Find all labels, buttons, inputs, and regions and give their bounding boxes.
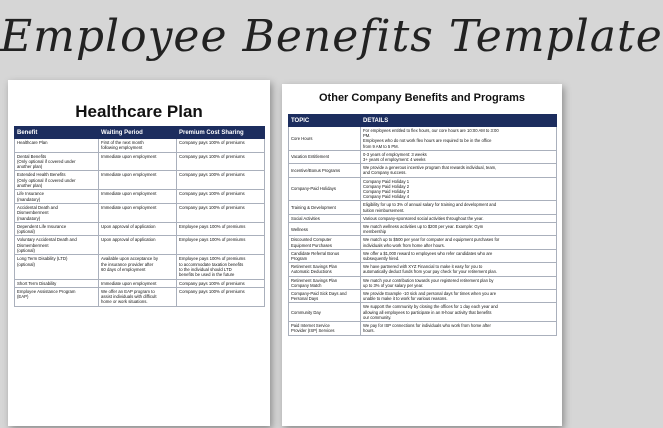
premium-cost-sharing-cell: Employee pays 100% of premiums to accommodate taxation benefits to the individual should LTD benefits be used in the future (177, 255, 265, 279)
table-row (15, 152, 265, 171)
waiting-period-cell: Upon approval of application (99, 236, 177, 255)
healthcare-plan-page (8, 80, 270, 426)
table-row (15, 171, 265, 190)
details-cell: We have partnered with XYZ Financial to make it easy for you to automatically deduct funds from your pay check for your retirement plan. (361, 263, 557, 276)
column-header-waiting-period: Waiting Period (99, 127, 177, 139)
column-header-benefit: Benefit (15, 127, 99, 139)
premium-cost-sharing-cell: Company pays 100% of premiums (177, 203, 265, 222)
column-header-premium-cost-sharing: Premium Cost Sharing (177, 127, 265, 139)
premium-cost-sharing-cell: Company pays 100% of premiums (177, 279, 265, 287)
premium-cost-sharing-cell: Employee pays 100% of premiums (177, 222, 265, 236)
benefit-cell: Employee Assistance Program (EAP) (15, 287, 99, 306)
benefit-cell: Extended Health Benefits (Only optional if covered under another plan) (15, 171, 99, 190)
table-row (289, 150, 557, 163)
table-row (15, 279, 265, 287)
table-row (15, 287, 265, 306)
details-cell: We match wellness activities up to $200 per year. Example: Gym membership (361, 223, 557, 236)
benefit-cell: Short Term Disability (15, 279, 99, 287)
details-cell: Various company-sponsored social activities throughout the year. (361, 214, 557, 222)
details-cell: We pay for ISP connections for individuals who work from home after hours. (361, 322, 557, 335)
waiting-period-cell: We offer an EAP program to assist individuals with difficult home or work situations. (99, 287, 177, 306)
table-row (289, 290, 557, 303)
details-cell: We match your contribution towards your registered retirement plan by up to 3% of your salary per year. (361, 276, 557, 289)
other-benefits-table (288, 114, 557, 336)
details-cell: Company Paid Holiday 1 Company Paid Holiday 2 Company Paid Holiday 3 Company Paid Holiday 4 (361, 177, 557, 201)
topic-cell: Retirement Savings Plan Company Match (289, 276, 361, 289)
details-cell: We support the community by closing the offices for 1 day each year and allowing all employees to participate in an 8-hour activity that benefits our community. (361, 303, 557, 322)
waiting-period-cell: First of the next month following employment (99, 139, 177, 153)
premium-cost-sharing-cell: Company pays 100% of premiums (177, 171, 265, 190)
benefit-cell: Dependent Life Insurance (optional) (15, 222, 99, 236)
details-cell: We provide a generous incentive program that rewards individual, team, and Company success. (361, 164, 557, 177)
table-row (15, 190, 265, 204)
benefit-cell: Accidental Death and Dismemberment (mandatory) (15, 203, 99, 222)
table-row (289, 127, 557, 151)
page-title: Employee Benefits Template (0, 11, 663, 62)
details-cell: We provide Example -10 sick and personal days for times when you are unable to make it to work for various reasons. (361, 290, 557, 303)
premium-cost-sharing-cell: Company pays 100% of premiums (177, 152, 265, 171)
benefit-cell: Life Insurance (mandatory) (15, 190, 99, 204)
benefit-cell: Dental Benefits (Only optional if covered under another plan) (15, 152, 99, 171)
topic-cell: Retirement Savings Plan Automatic Deductions (289, 263, 361, 276)
details-cell: We match up to $500 per year for computer and equipment purchases for individuals who work from home after hours. (361, 236, 557, 249)
benefit-cell: Long Term Disability (LTD) (optional) (15, 255, 99, 279)
benefit-cell: Healthcare Plan (15, 139, 99, 153)
table-row (289, 164, 557, 177)
waiting-period-cell: Upon approval of application (99, 222, 177, 236)
details-cell: For employees entitled to flex hours, our core hours are 10:00 AM to 3:00 PM. Employees who do not work flex hours are required to be in the office from 9 AM to 5 PM. (361, 127, 557, 151)
healthcare-plan-title: Healthcare Plan (75, 102, 203, 121)
table-row (289, 276, 557, 289)
premium-cost-sharing-cell: Company pays 100% of premiums (177, 139, 265, 153)
table-row (15, 255, 265, 279)
details-cell: Eligibility for up to 3% of annual salary for training and development and tuition reimbursement. (361, 201, 557, 214)
table-row (289, 263, 557, 276)
table-row (289, 322, 557, 335)
premium-cost-sharing-cell: Employee pays 100% of premiums (177, 236, 265, 255)
topic-cell: Company-Paid Sick Days and Personal Days (289, 290, 361, 303)
details-cell: 0-3 years of employment: 3 weeks 3+ years of employment: 4 weeks (361, 150, 557, 163)
other-benefits-title: Other Company Benefits and Programs (319, 92, 525, 104)
other-benefits-page (282, 84, 562, 426)
waiting-period-cell: Immediate upon employment (99, 190, 177, 204)
table-row (289, 236, 557, 249)
topic-cell: Social Activities (289, 214, 361, 222)
premium-cost-sharing-cell: Company pays 100% of premiums (177, 287, 265, 306)
healthcare-plan-table (14, 126, 265, 307)
column-header-details: DETAILS (361, 115, 557, 127)
table-header-row (15, 127, 265, 139)
topic-cell: Wellness (289, 223, 361, 236)
table-row (289, 201, 557, 214)
benefit-cell: Voluntary Accidental Death and Dismemberment (optional) (15, 236, 99, 255)
table-row (289, 223, 557, 236)
topic-cell: Paid Internet Service Provider (ISP) Services (289, 322, 361, 335)
waiting-period-cell: Available upon acceptance by the insurance provider after 60 days of employment (99, 255, 177, 279)
waiting-period-cell: Immediate upon employment (99, 152, 177, 171)
topic-cell: Candidate Referral Bonus Program (289, 249, 361, 262)
details-cell: We offer a $1,000 reward to employees who refer candidates who are subsequently hired. (361, 249, 557, 262)
topic-cell: Company-Paid Holidays (289, 177, 361, 201)
waiting-period-cell: Immediate upon employment (99, 203, 177, 222)
table-row (15, 203, 265, 222)
column-header-topic: TOPIC (289, 115, 361, 127)
table-header-row (289, 115, 557, 127)
topic-cell: Vacation Entitlement (289, 150, 361, 163)
premium-cost-sharing-cell: Company pays 100% of premiums (177, 190, 265, 204)
table-row (289, 177, 557, 201)
topic-cell: Training & Development (289, 201, 361, 214)
topic-cell: Community Day (289, 303, 361, 322)
table-row (15, 139, 265, 153)
topic-cell: Incentive/Bonus Programs (289, 164, 361, 177)
table-row (289, 249, 557, 262)
waiting-period-cell: Immediate upon employment (99, 279, 177, 287)
waiting-period-cell: Immediate upon employment (99, 171, 177, 190)
topic-cell: Core Hours (289, 127, 361, 151)
table-row (289, 303, 557, 322)
table-row (15, 236, 265, 255)
table-row (289, 214, 557, 222)
table-row (15, 222, 265, 236)
topic-cell: Discounted Computer Equipment Purchases (289, 236, 361, 249)
